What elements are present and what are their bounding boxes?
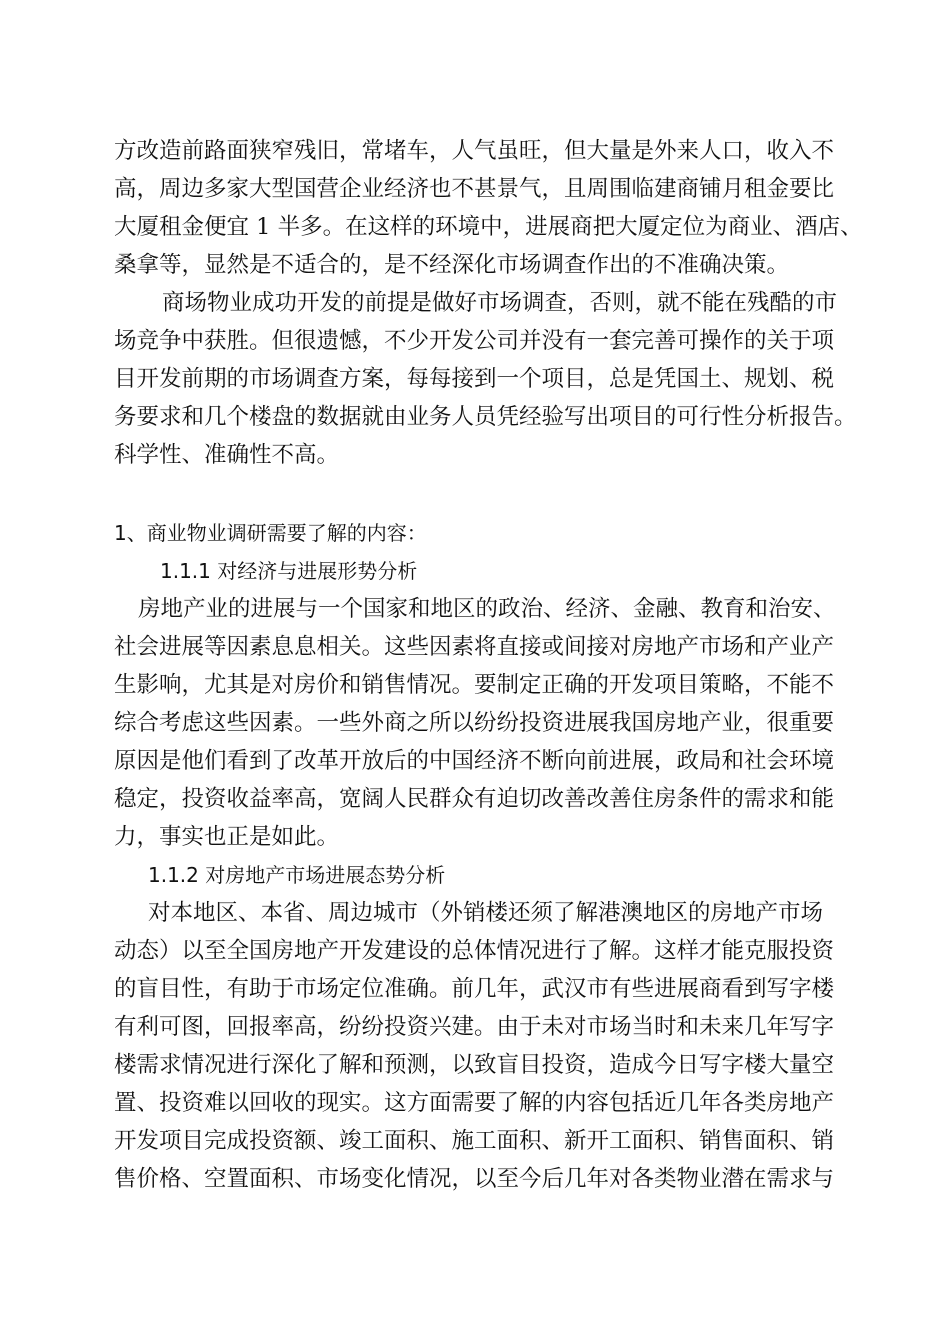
paragraph-line: 有利可图，回报率高，纷纷投资兴建。由于未对市场当时和未来几年写字 (114, 1014, 835, 1040)
paragraph-line: 方改造前路面狭窄残旧，常堵车，人气虽旺，但大量是外来人口，收入不 (114, 138, 835, 164)
paragraph-line: 力，事实也正是如此。 (114, 824, 340, 850)
subsection-heading: 1.1.2 对房地产市场进展态势分析 (148, 863, 446, 887)
paragraph-line: 动态）以至全国房地产开发建设的总体情况进行了解。这样才能克服投资 (114, 938, 835, 964)
paragraph-line: 房地产业的进展与一个国家和地区的政治、经济、金融、教育和治安、 (138, 596, 836, 622)
paragraph-line: 社会进展等因素息息相关。这些因素将直接或间接对房地产市场和产业产 (114, 634, 835, 660)
paragraph-line: 售价格、空置面积、市场变化情况，以至今后几年对各类物业潜在需求与 (114, 1166, 835, 1192)
paragraph-line: 楼需求情况进行深化了解和预测，以致盲目投资，造成今日写字楼大量空 (114, 1052, 835, 1078)
paragraph-line: 务要求和几个楼盘的数据就由业务人员凭经验写出项目的可行性分析报告。 (114, 404, 857, 430)
section-heading: 1、商业物业调研需要了解的内容： (114, 521, 427, 545)
paragraph-line: 的盲目性，有助于市场定位准确。前几年，武汉市有些进展商看到写字楼 (114, 976, 835, 1002)
paragraph-line: 场竞争中获胜。但很遗憾，不少开发公司并没有一套完善可操作的关于项 (114, 328, 835, 354)
paragraph-line: 生影响，尤其是对房价和销售情况。要制定正确的开发项目策略，不能不 (114, 672, 835, 698)
paragraph-line: 桑拿等，显然是不适合的，是不经深化市场调查作出的不准确决策。 (114, 252, 790, 278)
paragraph-line: 对本地区、本省、周边城市（外销楼还须了解港澳地区的房地产市场 (148, 900, 824, 926)
paragraph-line: 开发项目完成投资额、竣工面积、施工面积、新开工面积、销售面积、销 (114, 1128, 835, 1154)
paragraph-line: 置、投资难以回收的现实。这方面需要了解的内容包括近几年各类房地产 (114, 1090, 835, 1116)
subsection-heading: 1.1.1 对经济与进展形势分析 (160, 559, 418, 583)
paragraph-line: 大厦租金便宜 1 半多。在这样的环境中，进展商把大厦定位为商业、酒店、 (114, 214, 863, 240)
paragraph-line: 稳定，投资收益率高，宽阔人民群众有迫切改善改善住房条件的需求和能 (114, 786, 835, 812)
paragraph-line: 目开发前期的市场调查方案，每每接到一个项目，总是凭国土、规划、税 (114, 366, 835, 392)
paragraph-line: 综合考虑这些因素。一些外商之所以纷纷投资进展我国房地产业，很重要 (114, 710, 835, 736)
paragraph-line: 商场物业成功开发的前提是做好市场调查，否则，就不能在残酷的市 (162, 290, 838, 316)
paragraph-line: 高，周边多家大型国营企业经济也不甚景气，且周围临建商铺月租金要比 (114, 176, 835, 202)
paragraph-line: 科学性、准确性不高。 (114, 442, 340, 468)
paragraph-line: 原因是他们看到了改革开放后的中国经济不断向前进展，政局和社会环境 (114, 748, 835, 774)
